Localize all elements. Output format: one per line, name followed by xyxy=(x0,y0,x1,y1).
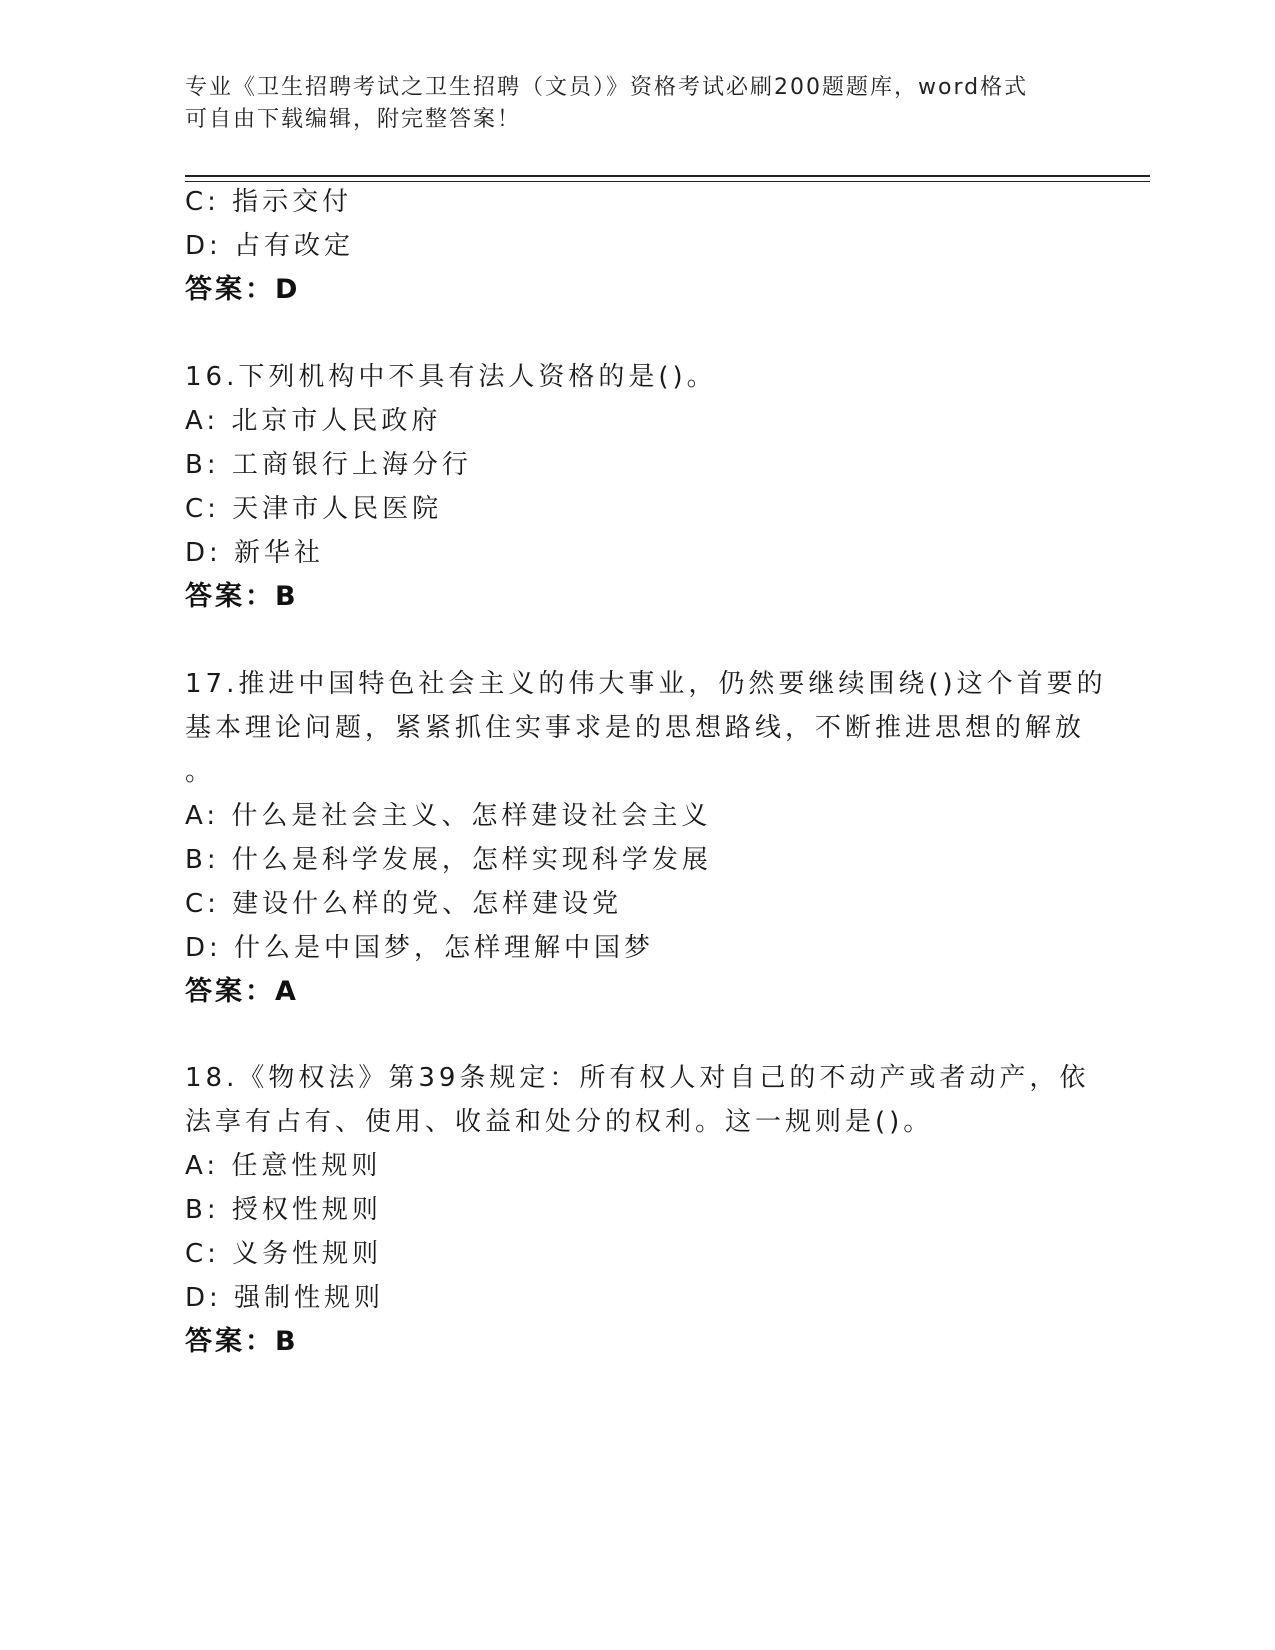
q18-option-b: B: 授权性规则 xyxy=(185,1195,382,1225)
q17-option-d: D: 什么是中国梦，怎样理解中国梦 xyxy=(185,933,655,963)
header-title-line-2: 可自由下载编辑，附完整答案！ xyxy=(185,107,522,132)
q16-option-d: D: 新华社 xyxy=(185,538,325,568)
q17-option-a: A: 什么是社会主义、怎样建设社会主义 xyxy=(185,801,712,831)
q16-answer: 答案：B xyxy=(185,581,299,612)
q18-option-a: A: 任意性规则 xyxy=(185,1151,382,1181)
q17-option-b: B: 什么是科学发展，怎样实现科学发展 xyxy=(185,845,712,875)
header-divider xyxy=(185,175,1150,177)
q18-option-d: D: 强制性规则 xyxy=(185,1283,385,1313)
q17-stem-line-3: 。 xyxy=(185,757,216,787)
q16-stem: 16.下列机构中不具有法人资格的是()。 xyxy=(185,362,717,392)
prev-option-c: C: 指示交付 xyxy=(185,187,353,217)
q18-stem-line-1: 18.《物权法》第39条规定：所有权人对自己的不动产或者动产，依 xyxy=(185,1063,1090,1093)
q16-option-a: A: 北京市人民政府 xyxy=(185,406,442,436)
q17-stem-line-1: 17.推进中国特色社会主义的伟大事业，仍然要继续围绕()这个首要的 xyxy=(185,669,1107,699)
q18-option-c: C: 义务性规则 xyxy=(185,1239,383,1269)
q17-option-c: C: 建设什么样的党、怎样建设党 xyxy=(185,889,623,919)
q16-option-c: C: 天津市人民医院 xyxy=(185,494,443,524)
q18-answer: 答案：B xyxy=(185,1326,299,1357)
q18-stem-line-2: 法享有占有、使用、收益和处分的权利。这一规则是()。 xyxy=(185,1107,934,1137)
q17-answer: 答案：A xyxy=(185,976,299,1007)
header-title-line-1: 专业《卫生招聘考试之卫生招聘（文员）》资格考试必刷200题题库，word格式 xyxy=(185,75,1029,100)
q17-stem-line-2: 基本理论问题，紧紧抓住实事求是的思想路线，不断推进思想的解放 xyxy=(185,713,1086,743)
prev-option-d: D: 占有改定 xyxy=(185,231,355,261)
q16-option-b: B: 工商银行上海分行 xyxy=(185,450,472,480)
prev-answer: 答案：D xyxy=(185,274,301,305)
